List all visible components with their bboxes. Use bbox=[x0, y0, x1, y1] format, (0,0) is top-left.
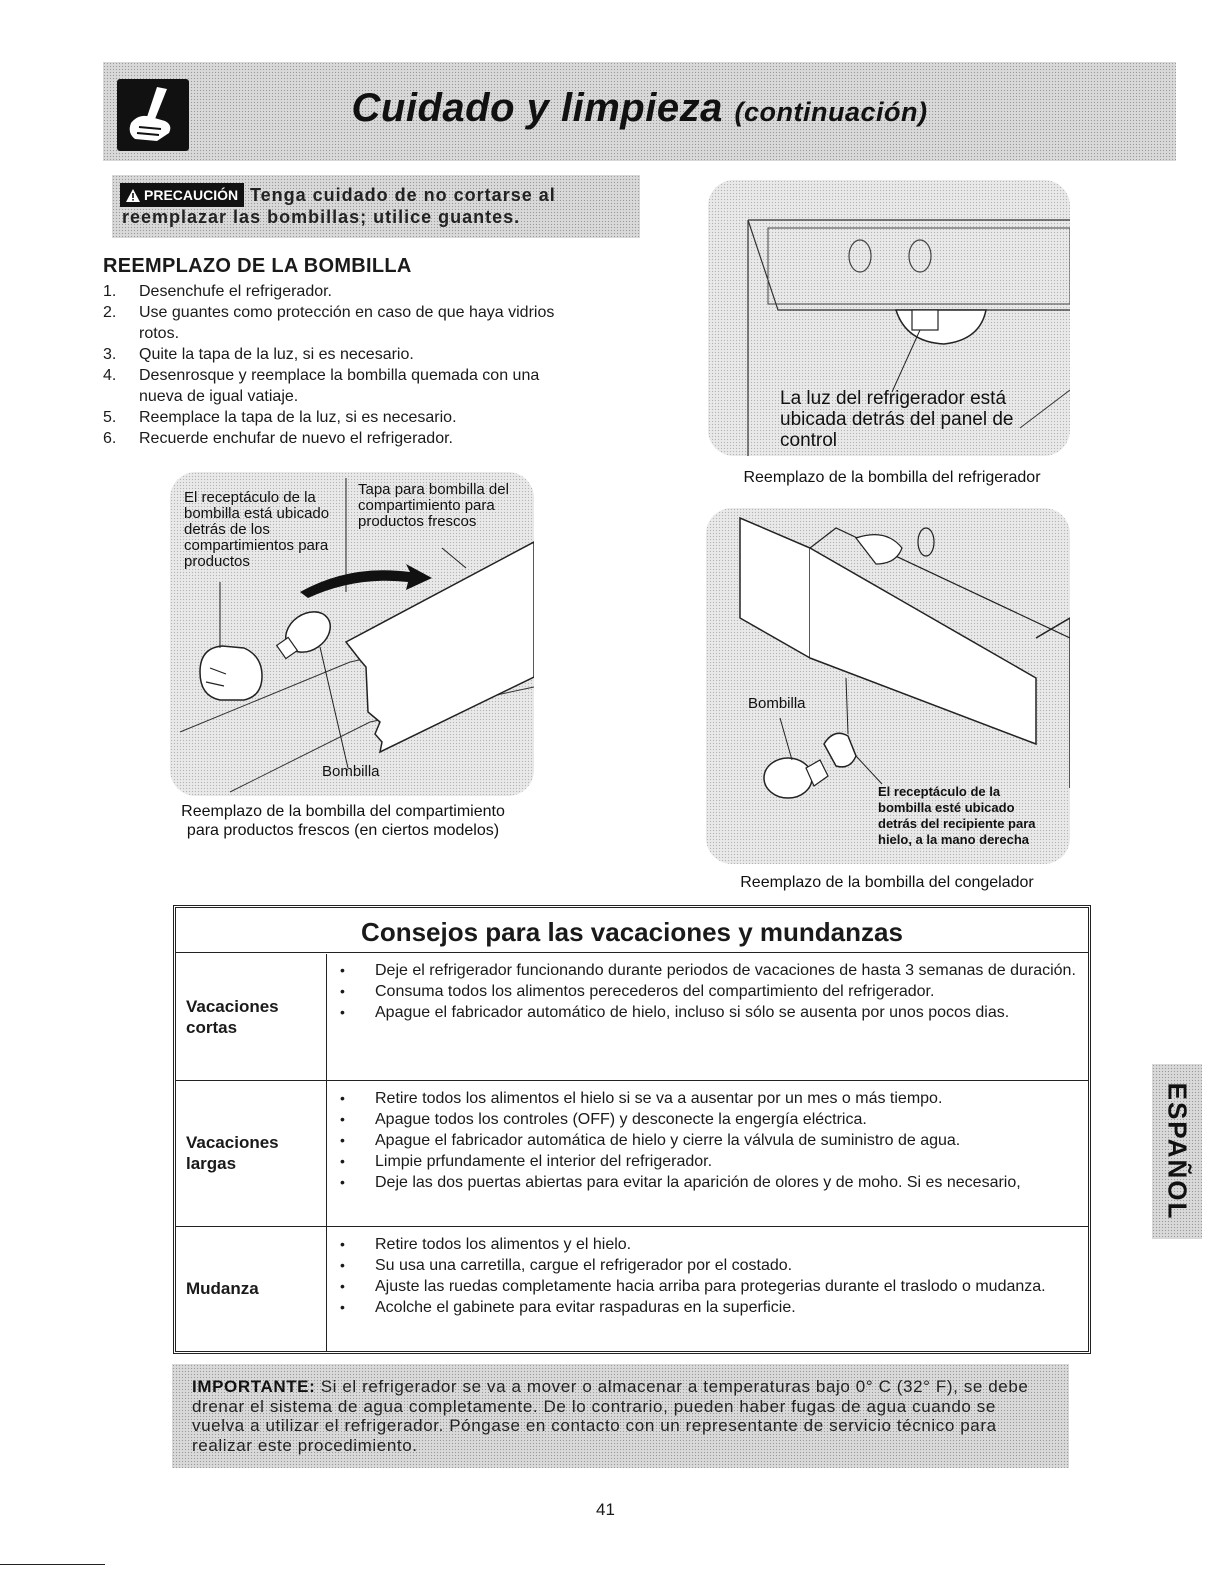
steps-list bbox=[103, 281, 578, 449]
list-item: • Retire todos los alimentos el hielo si se va a ausentar por un mes o más tiempo. bbox=[328, 1088, 1080, 1109]
caution-badge-label: PRECAUCIÓN bbox=[144, 187, 239, 203]
freezer-socket-label: El receptáculo de la bombilla esté ubicado detrás del recipiente para hielo, a la mano derecha bbox=[878, 784, 1036, 847]
list-item: • Limpie prfundamente el interior del refrigerador. bbox=[328, 1151, 1080, 1172]
caution-text: Tenga cuidado de no cortarse al reemplazar las bombillas; utilice guantes. bbox=[122, 185, 556, 227]
row-label: Mudanza bbox=[176, 1226, 327, 1351]
fresh-food-cover-label: Tapa para bombilla del compartimiento para productos frescos bbox=[358, 481, 509, 530]
list-item: • Acolche el gabinete para evitar raspaduras en la superficie. bbox=[328, 1297, 1080, 1318]
section-heading: REEMPLAZO DE LA BOMBILLA bbox=[103, 255, 412, 277]
list-item: • Deje las dos puertas abiertas para evitar la aparición de olores y de moho. Si es necesario, bbox=[328, 1172, 1080, 1193]
important-label: IMPORTANTE: bbox=[192, 1377, 316, 1396]
freezer-illustration bbox=[706, 508, 1070, 864]
caution-box bbox=[112, 175, 640, 238]
step-number: 3. bbox=[103, 346, 117, 363]
row-items bbox=[328, 960, 1080, 1023]
step-text: Desenchufe el refrigerador. bbox=[139, 283, 332, 300]
list-item bbox=[103, 281, 578, 302]
step-number: 1. bbox=[103, 283, 117, 300]
table-row bbox=[176, 1226, 1088, 1351]
list-item: • Su usa una carretilla, cargue el refrigerador por el costado. bbox=[328, 1255, 1080, 1276]
page-title bbox=[103, 86, 1176, 131]
fresh-food-socket-label: El receptáculo de la bombilla está ubicado detrás de los compartimientos para productos bbox=[184, 489, 330, 570]
step-text: Quite la tapa de la luz, si es necesario. bbox=[139, 346, 414, 363]
row-label: Vacaciones cortas bbox=[176, 954, 327, 1080]
step-text: Reemplace la tapa de la luz, si es necesario. bbox=[139, 409, 457, 426]
freezer-caption: Reemplazo de la bombilla del congelador bbox=[740, 874, 1034, 891]
list-item: • Apague el fabricador automática de hielo y cierre la válvula de suministro de agua. bbox=[328, 1130, 1080, 1151]
important-box bbox=[172, 1364, 1069, 1468]
refrigerator-illustration bbox=[708, 180, 1070, 456]
step-number: 4. bbox=[103, 367, 117, 384]
page-title-main: Cuidado y limpieza bbox=[351, 86, 723, 130]
step-text: Recuerde enchufar de nuevo el refrigerador. bbox=[139, 430, 453, 447]
table-row bbox=[176, 1080, 1088, 1227]
step-text: Use guantes como protección en caso de que haya vidrios rotos. bbox=[139, 304, 555, 342]
footer-divider bbox=[0, 1564, 105, 1565]
table-row bbox=[176, 954, 1088, 1081]
list-item: • Retire todos los alimentos y el hielo. bbox=[328, 1234, 1080, 1255]
fresh-food-caption: Reemplazo de la bombilla del compartimiento para productos frescos (en ciertos modelos) bbox=[181, 803, 505, 839]
list-item bbox=[103, 302, 578, 344]
important-body: Si el refrigerador se va a mover o almacenar a temperaturas bajo 0° C (32° F), se debe drenar el sistema de agua completamente. De lo contrario, pueden haber fugas de agua cuando se vuelva a utilizar el refrigerador. Póngase en contacto con un representante de servicio técnico para realizar este procedimiento. bbox=[192, 1377, 1029, 1455]
refrigerator-caption: Reemplazo de la bombilla del refrigerador bbox=[743, 469, 1041, 486]
step-number: 5. bbox=[103, 409, 117, 426]
freezer-bulb-label: Bombilla bbox=[748, 695, 806, 712]
list-item bbox=[103, 365, 578, 407]
step-number: 2. bbox=[103, 304, 117, 321]
page-title-sub: (continuación) bbox=[734, 97, 928, 127]
step-number: 6. bbox=[103, 430, 117, 447]
tips-table-title: Consejos para las vacaciones y mundanzas bbox=[176, 908, 1088, 953]
fresh-food-illustration bbox=[170, 472, 534, 796]
list-item: • Ajuste las ruedas completamente hacia arriba para protegerias durante el traslodo o mudanza. bbox=[328, 1276, 1080, 1297]
language-tab bbox=[1152, 1064, 1202, 1239]
tips-table bbox=[173, 905, 1091, 1354]
list-item: • Apague el fabricador automático de hielo, incluso si sólo se ausenta por unos pocos dias. bbox=[328, 1002, 1080, 1023]
row-items bbox=[328, 1234, 1080, 1318]
list-item bbox=[103, 407, 578, 428]
step-text: Desenrosque y reemplace la bombilla quemada con una nueva de igual vatiaje. bbox=[139, 367, 540, 405]
page-number: 41 bbox=[596, 1500, 615, 1519]
list-item: • Deje el refrigerador funcionando durante periodos de vacaciones de hasta 3 semanas de duración. bbox=[328, 960, 1080, 981]
list-item bbox=[103, 344, 578, 365]
list-item: • Consuma todos los alimentos perecederos del compartimiento del refrigerador. bbox=[328, 981, 1080, 1002]
row-items bbox=[328, 1088, 1080, 1193]
language-tab-label: ESPAÑOL bbox=[1162, 1082, 1193, 1221]
row-label: Vacaciones largas bbox=[176, 1080, 327, 1226]
list-item bbox=[103, 428, 578, 449]
important-text bbox=[192, 1377, 1051, 1455]
page-header-banner bbox=[103, 62, 1176, 161]
fresh-food-bulb-label: Bombilla bbox=[322, 763, 380, 780]
refrigerator-light-label: La luz del refrigerador está ubicada detrás del panel de control bbox=[780, 388, 1014, 451]
list-item: • Apague todos los controles (OFF) y desconecte la engergía eléctrica. bbox=[328, 1109, 1080, 1130]
